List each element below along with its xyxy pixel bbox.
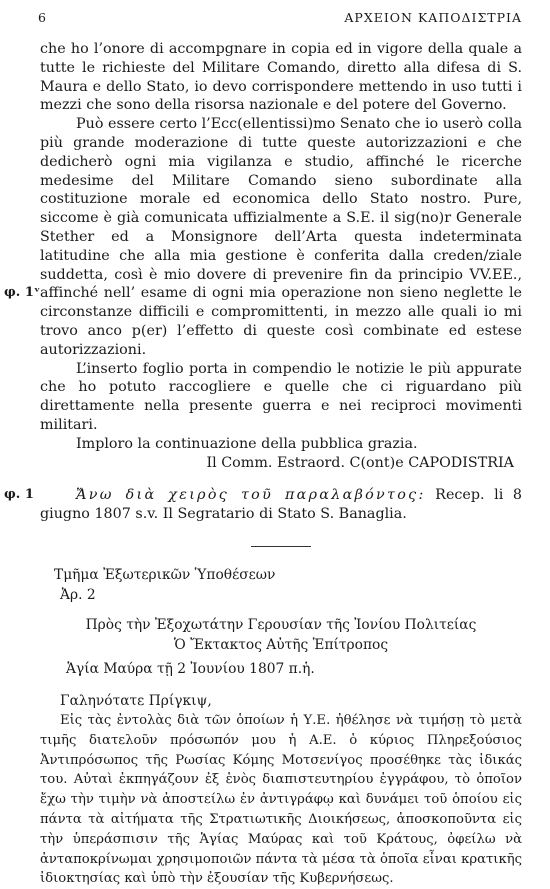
receipt-text: Recep. li 8 giugno 1807 s.v. Il Segratario di Stato S. Banaglia. <box>40 487 523 523</box>
greek-document <box>40 565 522 889</box>
receipt-note <box>4 486 523 524</box>
running-title: ΑΡΧΕΙΟΝ ΚΑΠΟΔΙΣΤΡΙΑ <box>344 10 522 25</box>
paragraph-2-wrap <box>4 115 522 359</box>
margin-note-folio-1: φ. 1 <box>4 487 34 503</box>
greek-department: Τμῆμα Ἐξωτερικῶν Ὑποθέσεων <box>54 566 276 583</box>
page-header <box>38 10 522 30</box>
italian-paragraph-2: Può essere certo l’Ecc(ellentissi)mo Senato che io userò colla più grande moderazione di tutte queste autorizzazioni e che dedicherò ogni mia vigilanza e studio, affinché le ricerche medesime del Militare Comando sieno subordinate alla costituzione morale ed economica dello Stato nostro. Pure, siccome è già comunicata uffizialmente a S.E. il sig(no)r Generale Stether ed a Monsignore dell’Arta questa indeterminata latitudine che alla mia gestione è conferita dalla creden/ziale suddetta, così è mio dovere di prevenire fin da principio VV.EE., affinché nell’ esame di ogni mia operazione non sieno neglette le circonstanze difficili e compromittenti, in mezzo alle quali io mi trovo anco p(er) l’effetto di queste così combinate ed estese autorizzazioni. <box>40 116 522 358</box>
italian-paragraph-1: che ho l’onore di accompgnare in copia ed in vigore della quale a tutte le richieste del Militare Comando, diretto alla difesa di S. Maura e dello Stato, io devo corrispondere mettendo in uso tutti i mezzi che sono della risorsa nazionale e del potere del Governo. <box>40 41 522 114</box>
italian-paragraph-4: Imploro la continuazione della pubblica grazia. <box>76 435 418 452</box>
greek-salutation: Γαληνότατε Πρίγκιψ, <box>60 692 212 709</box>
italian-paragraph-3: L’inserto foglio porta in compendio le notizie le più appurate che ho potuto raccogliere e quelle che ci riguardano più direttamente nella presente guerra e nei reciproci movimenti militari. <box>40 360 522 433</box>
margin-note-folio-1v: φ. 1ᵛ <box>4 285 41 301</box>
greek-date: Ἁγία Μαύρα τῇ 2 Ἰουνίου 1807 π.ἡ. <box>66 660 315 677</box>
signature-line: Il Comm. Estraord. C(ont)e CAPODISTRIA <box>206 454 514 471</box>
greek-number: Ἀρ. 2 <box>60 586 96 603</box>
receipt-greek-text: Ἄνω διὰ χειρὸς τοῦ παραλαβόντος: <box>76 487 426 504</box>
section-divider <box>251 546 311 547</box>
page-number: 6 <box>38 10 46 25</box>
greek-addressee: Πρὸς τὴν Ἐξοχωτάτην Γερουσίαν τῆς Ἰονίου Πολιτείας <box>85 616 477 633</box>
greek-body: Εἰς τὰς ἐντολὰς διὰ τῶν ὁποίων ἡ Υ.Ε. ἠθέλησε νὰ τιμήσῃ τὸ μετὰ τιμῆς διατελοῦν πρόσωπόν μου ἡ Α.Ε. ὁ κύριος Πληρεξούσιος Ἀντιπρόσωπος τῆς Ρωσίας Κόμης Μοτσενίγος προσέθηκε τὰς ἰδικάς του. Αὐταὶ ἐκπηγάζουν ἐξ ἑνὸς διαπιστευτηρίου ἐγγράφου, τὸ ὁποῖον ἔχω τὴν τιμὴν νὰ ἀποστείλω ἐν ἀντιγράφῳ καὶ δυνάμει τοῦ ὁποίου εἰς πάντα τὰ αἰτήματα τῆς Στρατιωτικῆς Διοικήσεως, ἀποσκοποῦντα εἰς τὴν ὑπεράσπισιν τῆς Ἁγίας Μαύρας καὶ τοῦ Κράτους, ὀφείλω νὰ ἀνταποκρίνωμαι χρησιμοποιῶν πάντα τὰ μέσα τὰ ὁποῖα εἶναι κρατικῆς ἰδιοκτησίας καὶ ὑπὸ τὴν ἐξουσίαν τῆς Κυβερνήσεως. <box>40 712 522 887</box>
page-body <box>4 40 523 889</box>
greek-sender: Ὁ Ἔκτακτος Αὐτῆς Ἐπίτροπος <box>173 636 389 653</box>
